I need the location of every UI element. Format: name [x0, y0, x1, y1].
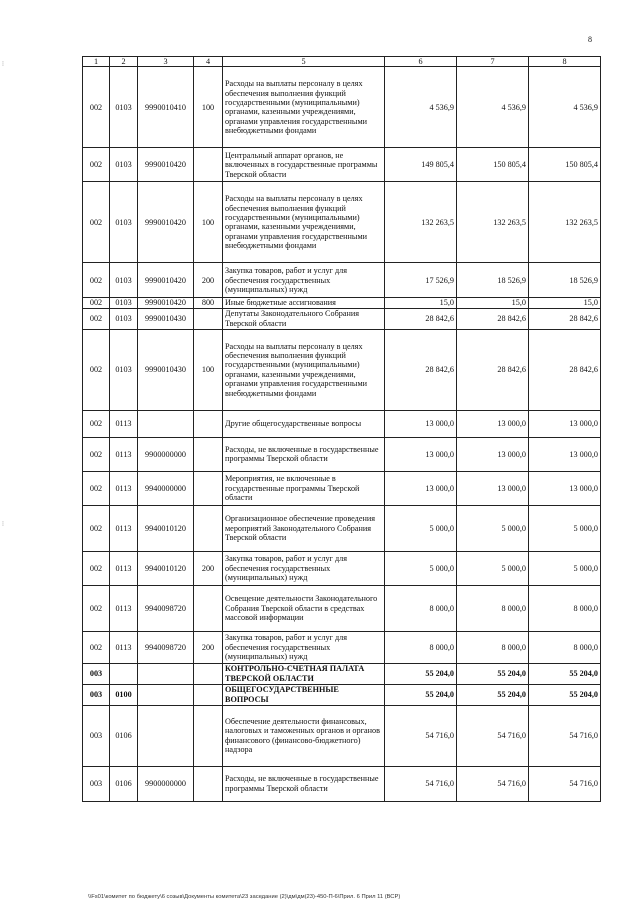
row-code-cell: 002 [83, 471, 110, 505]
amount-year3-cell: 13 000,0 [529, 410, 601, 437]
section-code-cell: 0113 [110, 471, 138, 505]
description-cell: Другие общегосударственные вопросы [223, 410, 385, 437]
amount-year1-cell: 28 842,6 [385, 308, 457, 329]
section-code-cell: 0113 [110, 437, 138, 471]
table-row [83, 631, 601, 663]
amount-year1-cell: 55 204,0 [385, 684, 457, 705]
table-row [83, 663, 601, 684]
target-article-cell [138, 663, 194, 684]
section-code-cell: 0103 [110, 308, 138, 329]
amount-year1-cell: 5 000,0 [385, 551, 457, 585]
amount-year2-cell: 13 000,0 [457, 471, 529, 505]
description-cell: Центральный аппарат органов, не включенных в государственные программы Тверской области [223, 148, 385, 182]
expense-type-cell [194, 705, 223, 766]
amount-year3-cell: 5 000,0 [529, 551, 601, 585]
amount-year3-cell: 5 000,0 [529, 505, 601, 551]
header-cell: 2 [110, 57, 138, 67]
row-code-cell: 002 [83, 308, 110, 329]
description-cell: Депутаты Законодательного Собрания Тверской области [223, 308, 385, 329]
amount-year1-cell: 132 263,5 [385, 182, 457, 263]
amount-year3-cell: 13 000,0 [529, 471, 601, 505]
table-row [83, 148, 601, 182]
description-cell: Иные бюджетные ассигнования [223, 298, 385, 308]
amount-year2-cell: 15,0 [457, 298, 529, 308]
expense-type-cell [194, 585, 223, 631]
section-code-cell: 0113 [110, 585, 138, 631]
expense-type-cell [194, 437, 223, 471]
scan-margin-mark: ⁞ [2, 60, 4, 68]
section-code-cell: 0113 [110, 505, 138, 551]
table-row [83, 766, 601, 801]
description-cell: Расходы на выплаты персоналу в целях обеспечения выполнения функций государственными (муниципальными) органами, казенными учреждениями, органами управления государственными внебюджетными фондами [223, 182, 385, 263]
section-code-cell: 0103 [110, 67, 138, 148]
expense-type-cell [194, 663, 223, 684]
table-row [83, 551, 601, 585]
table-row [83, 684, 601, 705]
amount-year2-cell: 5 000,0 [457, 505, 529, 551]
table-row [83, 67, 601, 148]
expense-type-cell [194, 684, 223, 705]
table-header-row [83, 57, 601, 67]
section-code-cell: 0103 [110, 182, 138, 263]
row-code-cell: 003 [83, 766, 110, 801]
target-article-cell: 9990010420 [138, 263, 194, 298]
amount-year1-cell: 4 536,9 [385, 67, 457, 148]
target-article-cell [138, 705, 194, 766]
table-row [83, 585, 601, 631]
table-row [83, 705, 601, 766]
row-code-cell: 002 [83, 631, 110, 663]
expense-type-cell [194, 766, 223, 801]
target-article-cell [138, 684, 194, 705]
section-code-cell: 0103 [110, 329, 138, 410]
amount-year3-cell: 8 000,0 [529, 631, 601, 663]
amount-year2-cell: 54 716,0 [457, 705, 529, 766]
target-article-cell: 9990010420 [138, 298, 194, 308]
amount-year1-cell: 55 204,0 [385, 663, 457, 684]
table-row [83, 182, 601, 263]
amount-year1-cell: 15,0 [385, 298, 457, 308]
footer-file-path: \\Fs01\комитет по бюджету\6 созыв\Документы комитета\23 заседание (2)\дм\дм(23)-450-П-6\Прил. 6 Прил 11 (ВСР) [88, 894, 401, 900]
row-code-cell: 002 [83, 263, 110, 298]
section-code-cell: 0113 [110, 551, 138, 585]
amount-year3-cell: 132 263,5 [529, 182, 601, 263]
amount-year1-cell: 13 000,0 [385, 410, 457, 437]
section-code-cell: 0106 [110, 766, 138, 801]
table-row [83, 505, 601, 551]
amount-year1-cell: 28 842,6 [385, 329, 457, 410]
target-article-cell: 9990010410 [138, 67, 194, 148]
amount-year1-cell: 13 000,0 [385, 471, 457, 505]
scan-margin-mark: ⁞ [2, 520, 4, 528]
row-code-cell: 002 [83, 437, 110, 471]
amount-year3-cell: 28 842,6 [529, 308, 601, 329]
amount-year1-cell: 54 716,0 [385, 705, 457, 766]
expense-type-cell: 100 [194, 329, 223, 410]
header-cell: 6 [385, 57, 457, 67]
amount-year3-cell: 54 716,0 [529, 766, 601, 801]
row-code-cell: 002 [83, 551, 110, 585]
expense-type-cell: 100 [194, 182, 223, 263]
section-code-cell: 0100 [110, 684, 138, 705]
section-code-cell: 0103 [110, 298, 138, 308]
target-article-cell: 9940000000 [138, 471, 194, 505]
description-cell: Организационное обеспечение проведения мероприятий Законодательного Собрания Тверской области [223, 505, 385, 551]
header-cell: 1 [83, 57, 110, 67]
amount-year2-cell: 54 716,0 [457, 766, 529, 801]
header-cell: 5 [223, 57, 385, 67]
amount-year3-cell: 18 526,9 [529, 263, 601, 298]
expense-type-cell [194, 308, 223, 329]
row-code-cell: 002 [83, 148, 110, 182]
expense-type-cell [194, 505, 223, 551]
amount-year3-cell: 28 842,6 [529, 329, 601, 410]
target-article-cell: 9940010120 [138, 505, 194, 551]
expense-type-cell [194, 471, 223, 505]
table-row [83, 329, 601, 410]
page-number: 8 [588, 35, 592, 44]
target-article-cell: 9990010430 [138, 308, 194, 329]
target-article-cell: 9990010420 [138, 148, 194, 182]
budget-table [82, 56, 601, 802]
amount-year3-cell: 13 000,0 [529, 437, 601, 471]
row-code-cell: 002 [83, 585, 110, 631]
row-code-cell: 003 [83, 705, 110, 766]
amount-year1-cell: 149 805,4 [385, 148, 457, 182]
amount-year2-cell: 28 842,6 [457, 329, 529, 410]
row-code-cell: 003 [83, 663, 110, 684]
amount-year2-cell: 13 000,0 [457, 410, 529, 437]
table-row [83, 308, 601, 329]
target-article-cell: 9990010430 [138, 329, 194, 410]
table-row [83, 298, 601, 308]
amount-year1-cell: 8 000,0 [385, 631, 457, 663]
expense-type-cell: 200 [194, 631, 223, 663]
description-cell: Обеспечение деятельности финансовых, налоговых и таможенных органов и органов финансового (финансово-бюджетного) надзора [223, 705, 385, 766]
amount-year1-cell: 5 000,0 [385, 505, 457, 551]
amount-year2-cell: 55 204,0 [457, 684, 529, 705]
expense-type-cell: 200 [194, 263, 223, 298]
amount-year3-cell: 55 204,0 [529, 684, 601, 705]
expense-type-cell: 200 [194, 551, 223, 585]
row-code-cell: 002 [83, 505, 110, 551]
amount-year3-cell: 55 204,0 [529, 663, 601, 684]
table-row [83, 263, 601, 298]
description-cell: Закупка товаров, работ и услуг для обеспечения государственных (муниципальных) нужд [223, 263, 385, 298]
description-cell: Мероприятия, не включенные в государственные программы Тверской области [223, 471, 385, 505]
description-cell: Расходы, не включенные в государственные программы Тверской области [223, 437, 385, 471]
row-code-cell: 003 [83, 684, 110, 705]
section-code-cell: 0113 [110, 631, 138, 663]
amount-year1-cell: 8 000,0 [385, 585, 457, 631]
description-cell: Освещение деятельности Законодательного Собрания Тверской области в средствах массовой информации [223, 585, 385, 631]
amount-year2-cell: 8 000,0 [457, 585, 529, 631]
target-article-cell: 9940010120 [138, 551, 194, 585]
table-row [83, 410, 601, 437]
amount-year2-cell: 150 805,4 [457, 148, 529, 182]
table-row [83, 471, 601, 505]
header-cell: 4 [194, 57, 223, 67]
amount-year2-cell: 18 526,9 [457, 263, 529, 298]
description-cell: Расходы, не включенные в государственные программы Тверской области [223, 766, 385, 801]
amount-year3-cell: 54 716,0 [529, 705, 601, 766]
header-cell: 3 [138, 57, 194, 67]
section-code-cell: 0103 [110, 263, 138, 298]
amount-year2-cell: 5 000,0 [457, 551, 529, 585]
amount-year3-cell: 8 000,0 [529, 585, 601, 631]
target-article-cell: 9900000000 [138, 766, 194, 801]
row-code-cell: 002 [83, 410, 110, 437]
section-code-cell [110, 663, 138, 684]
amount-year1-cell: 54 716,0 [385, 766, 457, 801]
description-cell: КОНТРОЛЬНО-СЧЕТНАЯ ПАЛАТА ТВЕРСКОЙ ОБЛАСТИ [223, 663, 385, 684]
target-article-cell: 9990010420 [138, 182, 194, 263]
amount-year3-cell: 15,0 [529, 298, 601, 308]
header-cell: 8 [529, 57, 601, 67]
amount-year3-cell: 150 805,4 [529, 148, 601, 182]
expense-type-cell [194, 148, 223, 182]
description-cell: Расходы на выплаты персоналу в целях обеспечения выполнения функций государственными (муниципальными) органами, казенными учреждениями, органами управления государственными внебюджетными фондами [223, 329, 385, 410]
row-code-cell: 002 [83, 329, 110, 410]
target-article-cell [138, 410, 194, 437]
row-code-cell: 002 [83, 298, 110, 308]
row-code-cell: 002 [83, 182, 110, 263]
amount-year2-cell: 55 204,0 [457, 663, 529, 684]
target-article-cell: 9900000000 [138, 437, 194, 471]
amount-year2-cell: 132 263,5 [457, 182, 529, 263]
amount-year1-cell: 13 000,0 [385, 437, 457, 471]
table-row [83, 437, 601, 471]
description-cell: ОБЩЕГОСУДАРСТВЕННЫЕ ВОПРОСЫ [223, 684, 385, 705]
target-article-cell: 9940098720 [138, 585, 194, 631]
description-cell: Расходы на выплаты персоналу в целях обеспечения выполнения функций государственными (муниципальными) органами, казенными учреждениями, органами управления государственными внебюджетными фондами [223, 67, 385, 148]
section-code-cell: 0113 [110, 410, 138, 437]
expense-type-cell: 800 [194, 298, 223, 308]
amount-year3-cell: 4 536,9 [529, 67, 601, 148]
amount-year2-cell: 8 000,0 [457, 631, 529, 663]
row-code-cell: 002 [83, 67, 110, 148]
expense-type-cell: 100 [194, 67, 223, 148]
section-code-cell: 0106 [110, 705, 138, 766]
amount-year2-cell: 28 842,6 [457, 308, 529, 329]
header-cell: 7 [457, 57, 529, 67]
section-code-cell: 0103 [110, 148, 138, 182]
amount-year2-cell: 4 536,9 [457, 67, 529, 148]
expense-type-cell [194, 410, 223, 437]
description-cell: Закупка товаров, работ и услуг для обеспечения государственных (муниципальных) нужд [223, 631, 385, 663]
description-cell: Закупка товаров, работ и услуг для обеспечения государственных (муниципальных) нужд [223, 551, 385, 585]
amount-year1-cell: 17 526,9 [385, 263, 457, 298]
target-article-cell: 9940098720 [138, 631, 194, 663]
amount-year2-cell: 13 000,0 [457, 437, 529, 471]
